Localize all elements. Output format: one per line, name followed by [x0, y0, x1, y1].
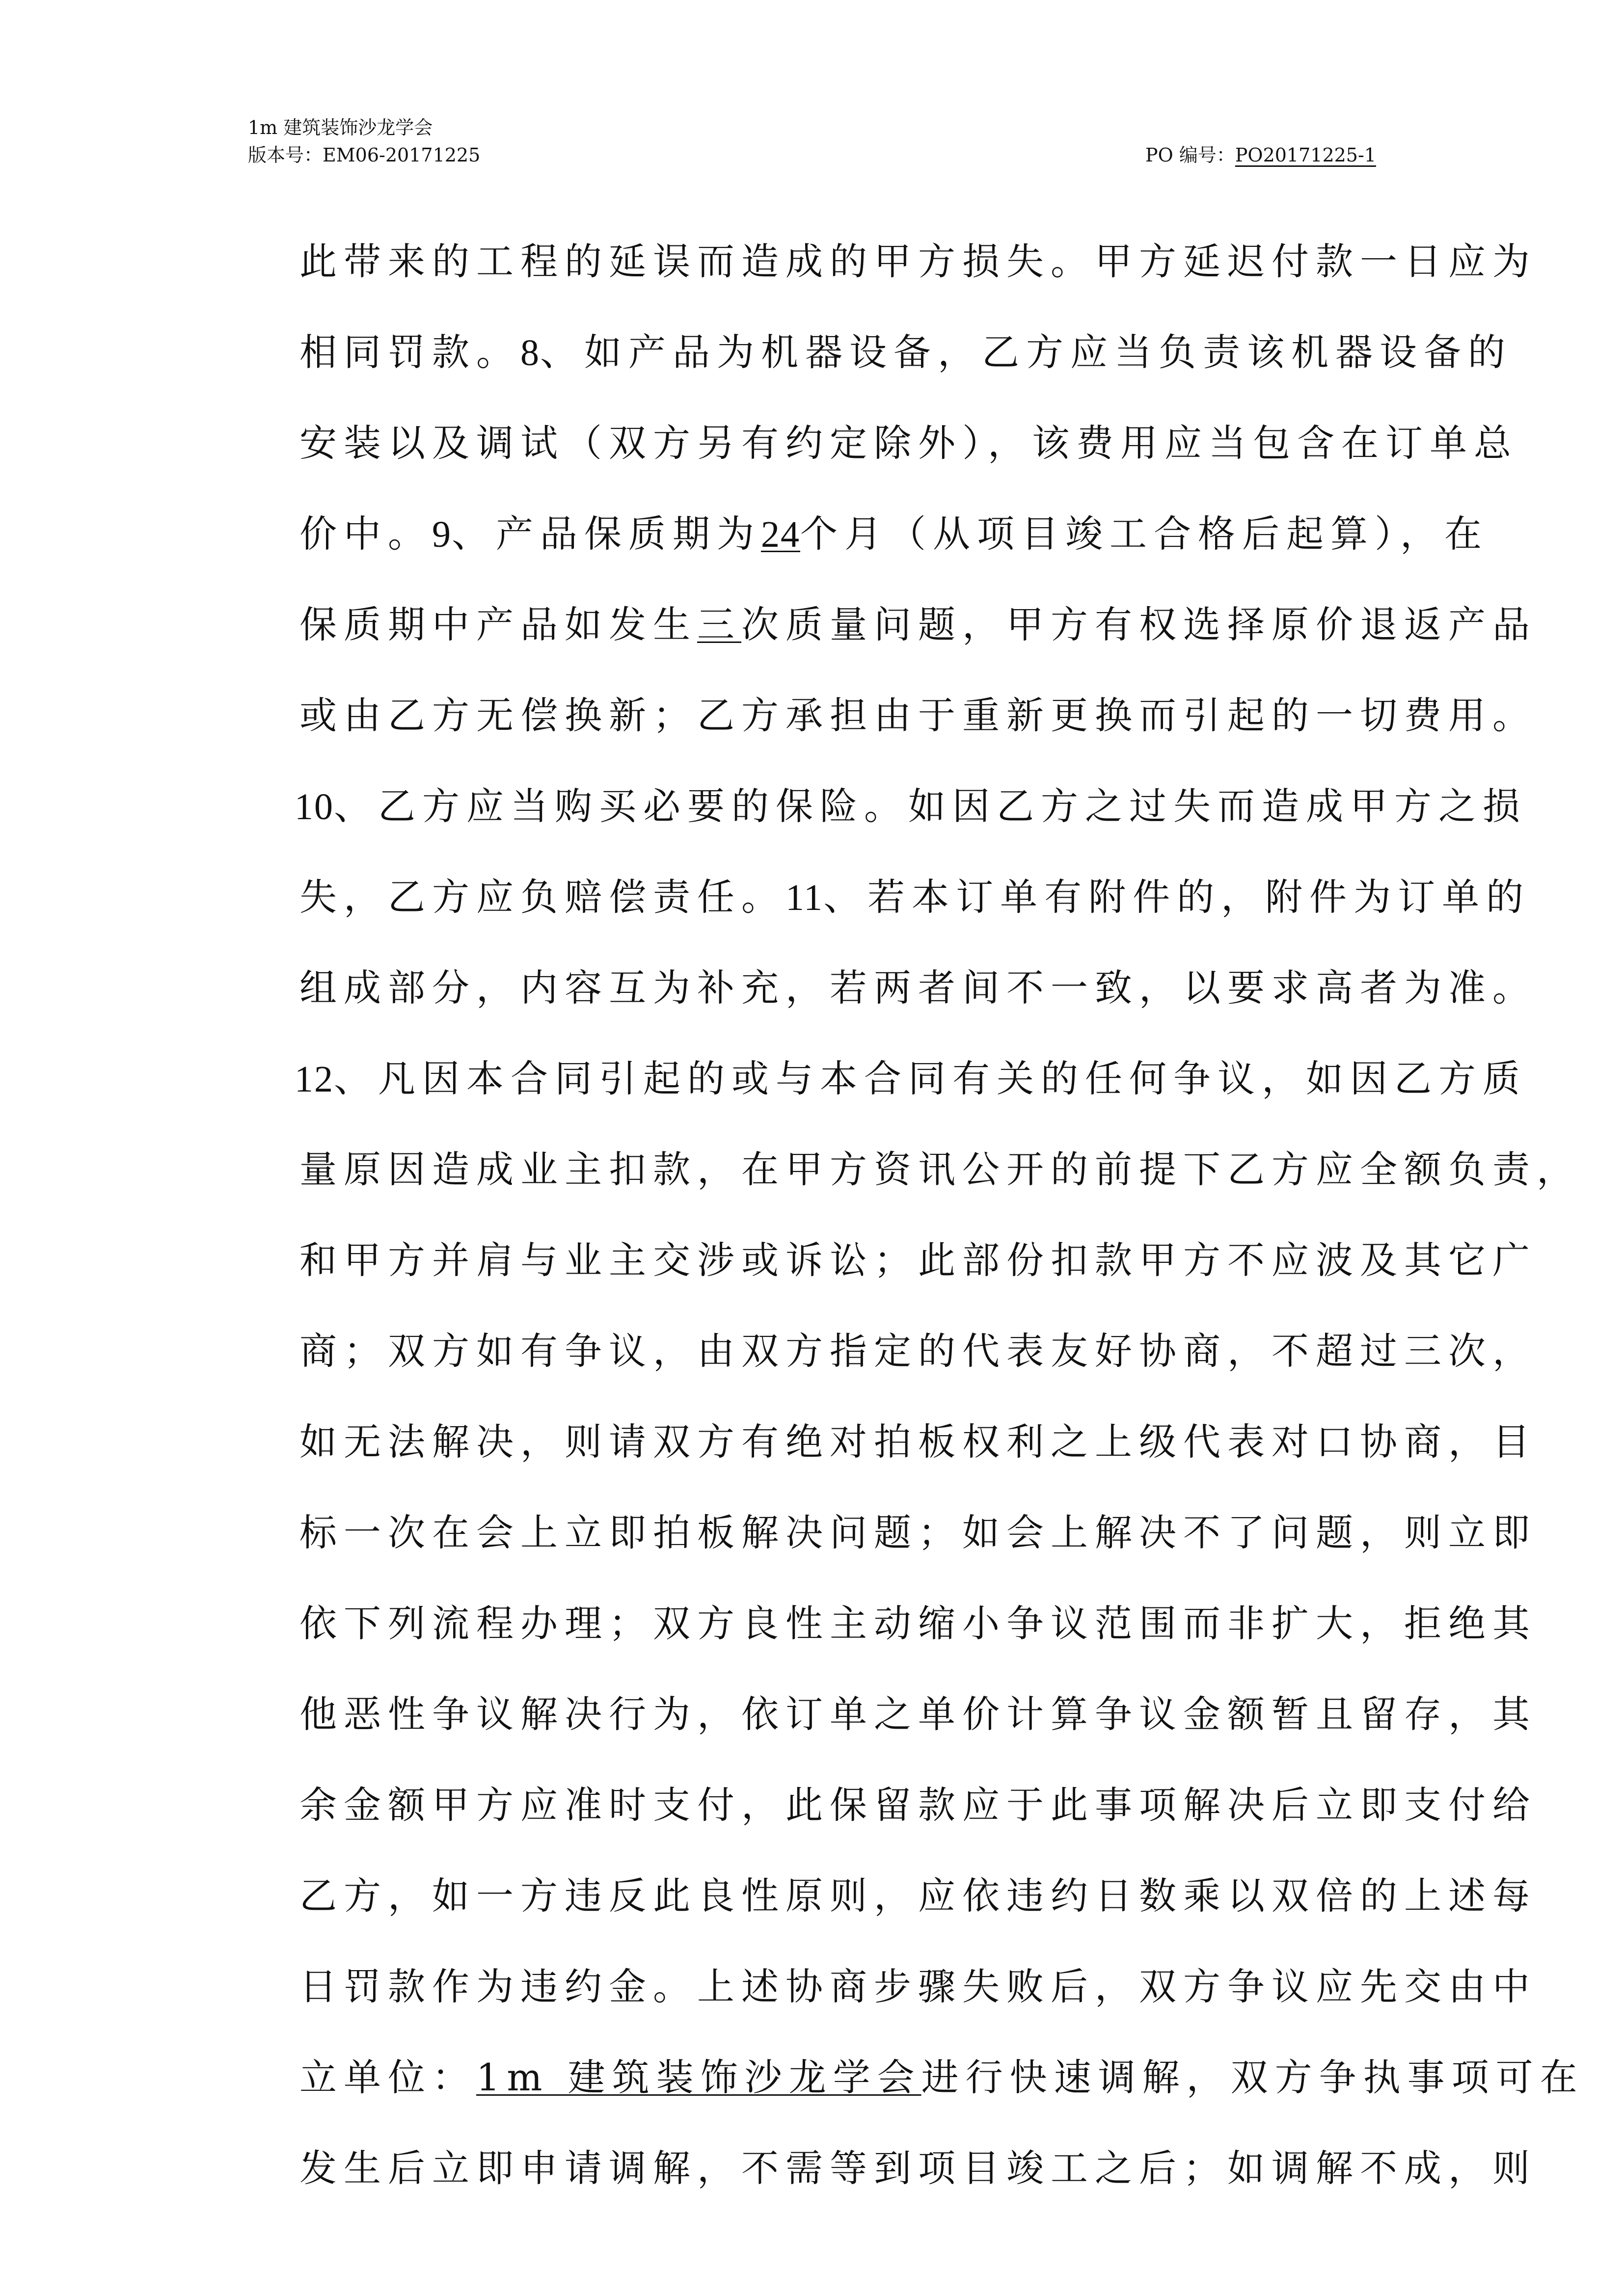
version-number [248, 141, 480, 169]
body-line: 价中。9、产品保质期为24个月（从项目竣工合格后起算），在 [299, 512, 1489, 556]
body-line: 乙方，如一方违反此良性原则，应依违约日数乘以双倍的上述每 [299, 1874, 1537, 1918]
document-header-left [248, 114, 480, 169]
mediator-name: 1m 建筑装饰沙龙学会 [476, 2056, 921, 2099]
clause-number: 10 [295, 786, 334, 828]
body-line: 或由乙方无偿换新；乙方承担由于重新更换而引起的一切费用。 [299, 694, 1537, 737]
po-number: PO20171225-1 [1235, 144, 1376, 166]
quality-issue-count: 三 [697, 603, 741, 646]
body-line: 日罚款作为违约金。上述协商步骤失败后，双方争议应先交由中 [299, 1965, 1537, 2008]
body-line: 如无法解决，则请双方有绝对拍板权利之上级代表对口协商，目 [299, 1420, 1537, 1464]
body-line: 10、乙方应当购买必要的保险。如因乙方之过失而造成甲方之损 [295, 784, 1527, 828]
contract-body [295, 216, 1584, 2214]
clause-number: 8 [520, 332, 540, 374]
version-value: EM06-20171225 [323, 144, 481, 166]
body-line: 相同罚款。8、如产品为机器设备，乙方应当负责该机器设备的 [299, 330, 1512, 374]
body-line: 标一次在会上立即拍板解决问题；如会上解决不了问题，则立即 [299, 1511, 1537, 1554]
clause-number: 12 [295, 1059, 334, 1100]
body-line: 立单位：1m 建筑装饰沙龙学会进行快速调解，双方争执事项可在 [299, 2056, 1584, 2099]
body-line: 他恶性争议解决行为，依订单之单价计算争议金额暂且留存，其 [299, 1692, 1537, 1736]
body-line: 保质期中产品如发生三次质量问题，甲方有权选择原价退返产品 [299, 603, 1537, 646]
version-label: 版本号： [248, 144, 323, 166]
body-line: 和甲方并肩与业主交涉或诉讼；此部份扣款甲方不应波及其它广 [299, 1238, 1537, 1282]
body-line: 失，乙方应负赔偿责任。11、若本订单有附件的，附件为订单的 [299, 875, 1531, 919]
body-line: 12、凡因本合同引起的或与本合同有关的任何争议，如因乙方质 [295, 1057, 1527, 1100]
body-line: 安装以及调试（双方另有约定除外），该费用应当包含在订单总 [299, 421, 1518, 465]
body-line: 余金额甲方应准时支付，此保留款应于此事项解决后立即支付给 [299, 1783, 1537, 1827]
document-header-right [1145, 141, 1376, 169]
po-label: PO 编号： [1145, 144, 1235, 166]
body-line: 商；双方如有争议，由双方指定的代表友好协商，不超过三次， [299, 1329, 1537, 1373]
body-line: 依下列流程办理；双方良性主动缩小争议范围而非扩大，拒绝其 [299, 1602, 1537, 1645]
body-line: 量原因造成业主扣款，在甲方资讯公开的前提下乙方应全额负责， [299, 1148, 1581, 1191]
body-line: 发生后立即申请调解，不需等到项目竣工之后；如调解不成，则 [299, 2146, 1537, 2190]
body-line: 此带来的工程的延误而造成的甲方损失。甲方延迟付款一日应为 [299, 240, 1537, 283]
body-line: 组成部分，内容互为补充，若两者间不一致，以要求高者为准。 [299, 966, 1537, 1010]
clause-number: 9 [432, 514, 452, 555]
clause-number: 11 [785, 877, 824, 918]
org-name: 1m 建筑装饰沙龙学会 [248, 117, 433, 138]
warranty-months: 24 [761, 514, 800, 555]
